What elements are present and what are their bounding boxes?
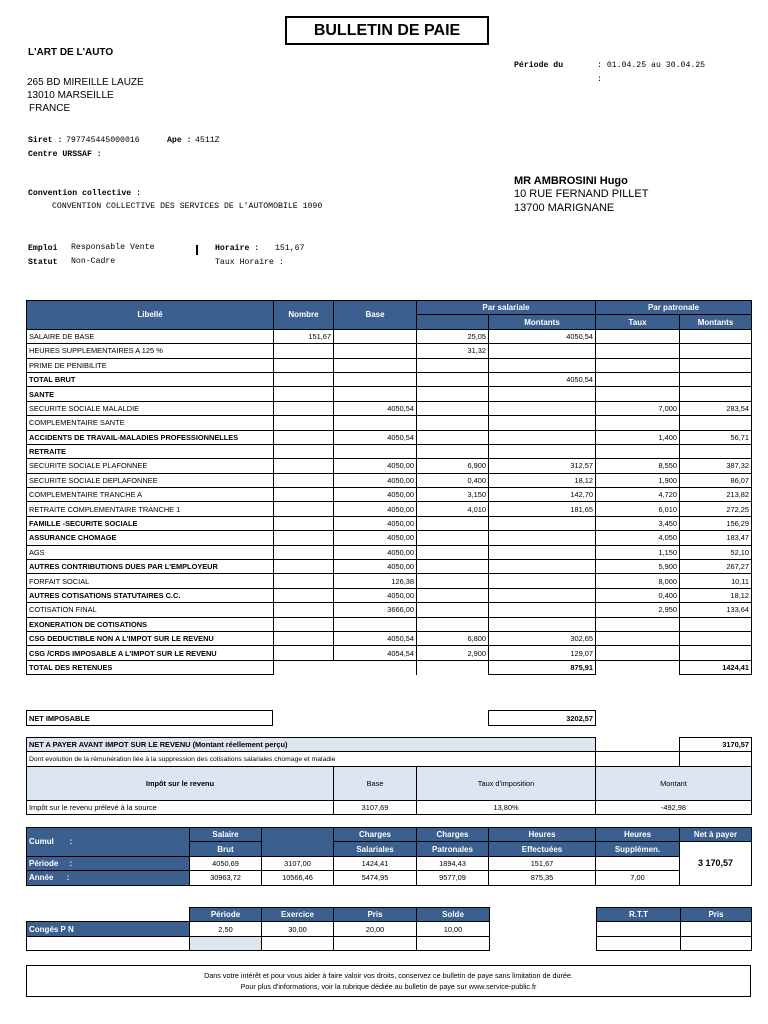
conges-h-periode: Période (190, 908, 262, 922)
row-label: COMPLEMENTAIRE TRANCHE A (27, 488, 274, 502)
row-nombre (274, 344, 334, 358)
employee-name: MR AMBROSINI Hugo (514, 175, 628, 187)
table-row (27, 358, 752, 372)
table-row (27, 444, 752, 458)
row-taux-patronal: 6,010 (596, 502, 680, 516)
row-taux-salarial (417, 516, 489, 530)
table-row (27, 516, 752, 530)
row-nombre (274, 588, 334, 602)
cumul-h-net: Net à payer (680, 828, 752, 842)
employer-address-2: 13010 MARSEILLE (27, 90, 114, 101)
row-nombre (274, 459, 334, 473)
cumul-label: Cumul : (27, 828, 190, 857)
row-montant-salarial (489, 416, 596, 430)
row-montant-salarial (489, 430, 596, 444)
row-taux-salarial: 6,800 (417, 631, 489, 645)
row-montant-patronal (680, 358, 752, 372)
row-montant-patronal (680, 444, 752, 458)
row-montant-salarial (489, 603, 596, 617)
row-nombre (274, 502, 334, 516)
net-imposable-label: NET IMPOSABLE (26, 710, 273, 726)
conges-empty-cell (190, 936, 262, 950)
row-nombre (274, 401, 334, 415)
row-taux-salarial: 25,05 (417, 329, 489, 343)
row-base (334, 444, 417, 458)
employer-country: FRANCE (29, 103, 71, 114)
row-montant-salarial (489, 516, 596, 530)
table-row (27, 603, 752, 617)
row-taux-patronal: 5,900 (596, 560, 680, 574)
row-montant-salarial (489, 387, 596, 401)
row-montant-salarial (489, 531, 596, 545)
row-base: 4054,54 (334, 646, 417, 660)
row-montant-salarial (489, 588, 596, 602)
header-libelle: Libellé (27, 301, 274, 330)
row-montant-patronal (680, 372, 752, 386)
row-nombre (274, 444, 334, 458)
cumul-periode-salariales: 1424,41 (334, 856, 417, 870)
row-taux-salarial (417, 401, 489, 415)
cumul-table (26, 827, 752, 886)
row-nombre (274, 617, 334, 631)
row-label: AUTRES COTISATIONS STATUTAIRES C.C. (27, 588, 274, 602)
header-montants-salarial: Montants (489, 315, 596, 329)
row-nombre (274, 416, 334, 430)
header-montants-patronal: Montants (680, 315, 752, 329)
cumul-h-supplemen: Supplémen. (596, 842, 680, 856)
row-montant-salarial: 4050,54 (489, 372, 596, 386)
row-montant-patronal (680, 646, 752, 660)
row-taux-patronal (596, 646, 680, 660)
row-base (334, 329, 417, 343)
impot-header-label: Impôt sur le revenu (27, 766, 334, 800)
row-taux-salarial (417, 588, 489, 602)
table-row (27, 372, 752, 386)
ape-label: Ape : (167, 136, 192, 145)
row-montant-salarial: 18,12 (489, 473, 596, 487)
rtt-h-pris: Pris (681, 908, 752, 922)
footer-line-2: Pour plus d'informations, voir la rubrique dédiée au bulletin de paye sur www.service-public.fr (240, 982, 537, 991)
row-taux-salarial: 31,32 (417, 344, 489, 358)
row-montant-salarial (489, 444, 596, 458)
table-row (27, 545, 752, 559)
row-taux-salarial: 0,400 (417, 473, 489, 487)
header-par-salariale: Par salariale (417, 301, 596, 315)
cumul-h-imposable (262, 828, 334, 857)
statut-label: Statut (28, 258, 58, 267)
row-label: SALAIRE DE BASE (27, 329, 274, 343)
row-montant-patronal: 86,07 (680, 473, 752, 487)
row-taux-patronal (596, 416, 680, 430)
row-taux-salarial: 2,900 (417, 646, 489, 660)
cumul-h-heures1: Heures (489, 828, 596, 842)
header-taux-salarial (417, 315, 489, 329)
table-row (27, 473, 752, 487)
row-taux-patronal (596, 444, 680, 458)
cumul-h-salariales: Salariales (334, 842, 417, 856)
row-montant-patronal (680, 329, 752, 343)
row-base (334, 358, 417, 372)
row-taux-patronal (596, 358, 680, 372)
table-row (27, 502, 752, 516)
row-montant-patronal (680, 387, 752, 401)
footer-line-1: Dans votre intérêt et pour vous aider à faire valoir vos droits, conservez ce bulletin de paye sans limitation de durée. (204, 971, 573, 980)
net-a-payer-label: NET A PAYER AVANT IMPOT SUR LE REVENU (Montant réellement perçu) (27, 738, 596, 752)
row-nombre (274, 631, 334, 645)
row-montant-salarial: 142,70 (489, 488, 596, 502)
row-nombre (274, 646, 334, 660)
conges-pris: 20,00 (334, 922, 417, 936)
table-row (27, 430, 752, 444)
cumul-periode-imposable: 3107,00 (262, 856, 334, 870)
table-row (27, 416, 752, 430)
table-row (27, 574, 752, 588)
row-taux-salarial (417, 372, 489, 386)
row-base: 4050,54 (334, 631, 417, 645)
row-label: HEURES SUPPLEMENTAIRES A 125 % (27, 344, 274, 358)
table-row (27, 588, 752, 602)
urssaf-label: Centre URSSAF : (28, 150, 102, 159)
row-base (334, 617, 417, 631)
row-base: 4050,00 (334, 488, 417, 502)
conges-exercice: 30,00 (262, 922, 334, 936)
employee-address-2: 13700 MARIGNANE (514, 202, 615, 214)
row-base: 4050,54 (334, 430, 417, 444)
employer-address-1: 265 BD MIREILLE LAUZE (27, 77, 144, 88)
impot-base: 3107,69 (334, 800, 417, 814)
row-nombre (274, 560, 334, 574)
row-montant-salarial (489, 545, 596, 559)
row-montant-salarial (489, 344, 596, 358)
table-row (27, 401, 752, 415)
net-a-payer-table (26, 737, 752, 815)
cumul-annee-imposable: 10566,46 (262, 871, 334, 885)
rtt-h-label: R.T.T (597, 908, 681, 922)
row-taux-patronal: 1,900 (596, 473, 680, 487)
row-taux-salarial: 4,010 (417, 502, 489, 516)
period-label: Période du (514, 61, 564, 70)
row-label: RETRAITE COMPLEMENTAIRE TRANCHE 1 (27, 502, 274, 516)
row-label: CSG /CRDS IMPOSABLE A L'IMPOT SUR LE REVENU (27, 646, 274, 660)
impot-header-taux: Taux d'imposition (417, 766, 596, 800)
table-row (27, 631, 752, 645)
conges-h-pris: Pris (334, 908, 417, 922)
siret-value: 797745445000016 (66, 136, 140, 145)
row-taux-salarial: 6,900 (417, 459, 489, 473)
row-base: 3666,00 (334, 603, 417, 617)
row-taux-salarial (417, 358, 489, 372)
row-montant-patronal: 387,32 (680, 459, 752, 473)
cumul-h-salaire: Salaire (190, 828, 262, 842)
cumul-periode-label: Période : (27, 856, 190, 870)
horaire-label: Horaire : (215, 244, 260, 253)
row-taux-salarial (417, 387, 489, 401)
row-nombre (274, 387, 334, 401)
row-taux-patronal (596, 344, 680, 358)
row-label: FORFAIT SOCIAL (27, 574, 274, 588)
row-label: TOTAL BRUT (27, 372, 274, 386)
payslip-table (26, 300, 752, 675)
table-row (27, 387, 752, 401)
row-label: ACCIDENTS DE TRAVAIL-MALADIES PROFESSIONNELLES (27, 430, 274, 444)
total-retenues-label: TOTAL DES RETENUES (27, 660, 274, 674)
cumul-annee-patronales: 9577,09 (417, 871, 489, 885)
net-a-payer-value: 3170,57 (680, 738, 752, 752)
row-montant-patronal (680, 617, 752, 631)
row-base (334, 416, 417, 430)
period-colon: : (597, 75, 602, 84)
row-label: COTISATION FINAL (27, 603, 274, 617)
siret-label: Siret : (28, 136, 63, 145)
row-taux-salarial (417, 531, 489, 545)
row-montant-salarial (489, 617, 596, 631)
row-montant-patronal: 267,27 (680, 560, 752, 574)
row-nombre (274, 603, 334, 617)
conges-table (26, 907, 490, 951)
row-base: 4050,00 (334, 588, 417, 602)
row-montant-patronal (680, 416, 752, 430)
taux-horaire-label: Taux Horaire : (215, 258, 284, 267)
document-title: BULLETIN DE PAIE (285, 16, 489, 45)
cumul-periode-brut: 4050,69 (190, 856, 262, 870)
row-montant-patronal: 133,64 (680, 603, 752, 617)
employee-address-1: 10 RUE FERNAND PILLET (514, 188, 649, 200)
row-label: EXONERATION DE COTISATIONS (27, 617, 274, 631)
row-nombre (274, 531, 334, 545)
row-base: 4050,54 (334, 401, 417, 415)
row-taux-patronal: 4,720 (596, 488, 680, 502)
row-taux-salarial (417, 560, 489, 574)
row-base: 4050,00 (334, 502, 417, 516)
row-label: ASSURANCE CHOMAGE (27, 531, 274, 545)
row-montant-salarial (489, 574, 596, 588)
cumul-periode-effectuees: 151,67 (489, 856, 596, 870)
table-row (27, 531, 752, 545)
impot-header-base: Base (334, 766, 417, 800)
row-montant-salarial: 129,07 (489, 646, 596, 660)
cumul-h-charges1: Charges (334, 828, 417, 842)
table-row (27, 329, 752, 343)
row-base: 4050,00 (334, 545, 417, 559)
impot-label: Impôt sur le revenu prélevé à la source (27, 800, 334, 814)
cumul-periode-patronales: 1894,43 (417, 856, 489, 870)
row-taux-patronal: 8,550 (596, 459, 680, 473)
impot-header-montant: Montant (596, 766, 752, 800)
total-retenues-salarial: 875,91 (489, 660, 596, 674)
row-montant-patronal: 272,25 (680, 502, 752, 516)
row-montant-salarial: 4050,54 (489, 329, 596, 343)
cumul-net: 3 170,57 (680, 842, 752, 885)
row-montant-salarial: 312,57 (489, 459, 596, 473)
row-taux-salarial (417, 545, 489, 559)
row-label: AGS (27, 545, 274, 559)
row-montant-patronal (680, 631, 752, 645)
row-taux-salarial (417, 603, 489, 617)
row-base (334, 372, 417, 386)
header-nombre: Nombre (274, 301, 334, 330)
row-montant-salarial: 302,65 (489, 631, 596, 645)
horaire-value: 151,67 (275, 244, 305, 253)
row-montant-patronal: 183,47 (680, 531, 752, 545)
row-montant-salarial (489, 560, 596, 574)
header-par-patronale: Par patronale (596, 301, 752, 315)
convention-label: Convention collective : (28, 189, 142, 198)
row-label: PRIME DE PENIBILITE (27, 358, 274, 372)
row-taux-patronal (596, 617, 680, 631)
cumul-h-brut: Brut (190, 842, 262, 856)
row-label: SECURITE SOCIALE DEPLAFONNEE (27, 473, 274, 487)
row-taux-salarial (417, 444, 489, 458)
row-nombre (274, 358, 334, 372)
row-taux-patronal: 1,150 (596, 545, 680, 559)
row-base: 126,38 (334, 574, 417, 588)
conges-h-exercice: Exercice (262, 908, 334, 922)
row-base: 4050,00 (334, 516, 417, 530)
period-value: : 01.04.25 au 30.04.25 (597, 61, 706, 70)
table-row (27, 560, 752, 574)
row-taux-patronal: 3,450 (596, 516, 680, 530)
table-row (27, 646, 752, 660)
row-montant-patronal (680, 344, 752, 358)
row-taux-patronal: 8,000 (596, 574, 680, 588)
row-montant-salarial (489, 401, 596, 415)
conges-solde: 10,00 (417, 922, 490, 936)
row-taux-salarial: 3,150 (417, 488, 489, 502)
impot-taux: 13,80% (417, 800, 596, 814)
row-montant-patronal: 52,10 (680, 545, 752, 559)
conges-label: Congés P N (27, 922, 190, 936)
row-taux-patronal (596, 387, 680, 401)
header-taux-patronal: Taux (596, 315, 680, 329)
row-base: 4050,00 (334, 459, 417, 473)
row-montant-patronal: 56,71 (680, 430, 752, 444)
row-nombre (274, 372, 334, 386)
separator-bar (196, 245, 198, 255)
cumul-h-charges2: Charges (417, 828, 489, 842)
row-label: SECURITE SOCIALE MALALDIE (27, 401, 274, 415)
impot-montant: -492,98 (596, 800, 752, 814)
row-montant-patronal: 213,82 (680, 488, 752, 502)
row-taux-patronal: 2,950 (596, 603, 680, 617)
footer-notice (26, 965, 751, 997)
row-taux-salarial (417, 574, 489, 588)
row-label: RETRAITE (27, 444, 274, 458)
row-label: COMPLEMENTAIRE SANTE (27, 416, 274, 430)
row-label: CSG DEDUCTIBLE NON A L'IMPOT SUR LE REVENU (27, 631, 274, 645)
cumul-h-effectuees: Effectuées (489, 842, 596, 856)
row-base (334, 387, 417, 401)
cumul-annee-salariales: 5474,95 (334, 871, 417, 885)
row-taux-salarial (417, 416, 489, 430)
row-label: FAMILLE -SECURITE SOCIALE (27, 516, 274, 530)
cumul-h-heures2: Heures (596, 828, 680, 842)
row-montant-salarial: 181,65 (489, 502, 596, 516)
row-montant-patronal: 10,11 (680, 574, 752, 588)
row-nombre: 151,67 (274, 329, 334, 343)
row-label: SECURITE SOCIALE PLAFONNEE (27, 459, 274, 473)
row-nombre (274, 516, 334, 530)
row-taux-patronal: 7,000 (596, 401, 680, 415)
cumul-annee-supp: 7,00 (596, 871, 680, 885)
emploi-value: Responsable Vente (71, 243, 155, 252)
ape-value: 4511Z (195, 136, 220, 145)
row-label: AUTRES CONTRIBUTIONS DUES PAR L'EMPLOYEUR (27, 560, 274, 574)
row-taux-patronal (596, 329, 680, 343)
row-nombre (274, 473, 334, 487)
cumul-periode-supp (596, 856, 680, 870)
total-retenues-patronal: 1424,41 (680, 660, 752, 674)
row-taux-patronal (596, 372, 680, 386)
row-montant-patronal: 18,12 (680, 588, 752, 602)
row-taux-salarial (417, 617, 489, 631)
row-taux-salarial (417, 430, 489, 444)
header-base: Base (334, 301, 417, 330)
row-base: 4050,00 (334, 473, 417, 487)
emploi-label: Emploi (28, 244, 58, 253)
net-a-payer-note: Dont evolution de la rémunération liée à la suppression des cotisations salariales chomage et maladie (27, 752, 596, 766)
row-taux-patronal: 0,400 (596, 588, 680, 602)
table-row (27, 459, 752, 473)
table-row (27, 488, 752, 502)
statut-value: Non-Cadre (71, 257, 116, 266)
cumul-h-patronales: Patronales (417, 842, 489, 856)
row-nombre (274, 430, 334, 444)
net-imposable-value: 3202,57 (488, 710, 596, 726)
row-taux-patronal: 4,050 (596, 531, 680, 545)
convention-value: CONVENTION COLLECTIVE DES SERVICES DE L'AUTOMOBILE 1090 (52, 202, 323, 211)
employer-name: L'ART DE L'AUTO (28, 47, 114, 58)
row-base: 4050,00 (334, 531, 417, 545)
cumul-annee-brut: 30963,72 (190, 871, 262, 885)
row-nombre (274, 488, 334, 502)
rtt-table (596, 907, 752, 951)
conges-periode: 2,50 (190, 922, 262, 936)
table-row (27, 344, 752, 358)
row-base (334, 344, 417, 358)
conges-h-solde: Solde (417, 908, 490, 922)
row-montant-patronal: 156,29 (680, 516, 752, 530)
row-taux-patronal: 1,400 (596, 430, 680, 444)
row-label: SANTE (27, 387, 274, 401)
row-montant-salarial (489, 358, 596, 372)
row-taux-patronal (596, 631, 680, 645)
cumul-annee-label: Année : (27, 871, 190, 885)
row-nombre (274, 574, 334, 588)
row-base: 4050,00 (334, 560, 417, 574)
row-nombre (274, 545, 334, 559)
cumul-annee-effectuees: 875,35 (489, 871, 596, 885)
table-row (27, 617, 752, 631)
row-montant-patronal: 283,54 (680, 401, 752, 415)
